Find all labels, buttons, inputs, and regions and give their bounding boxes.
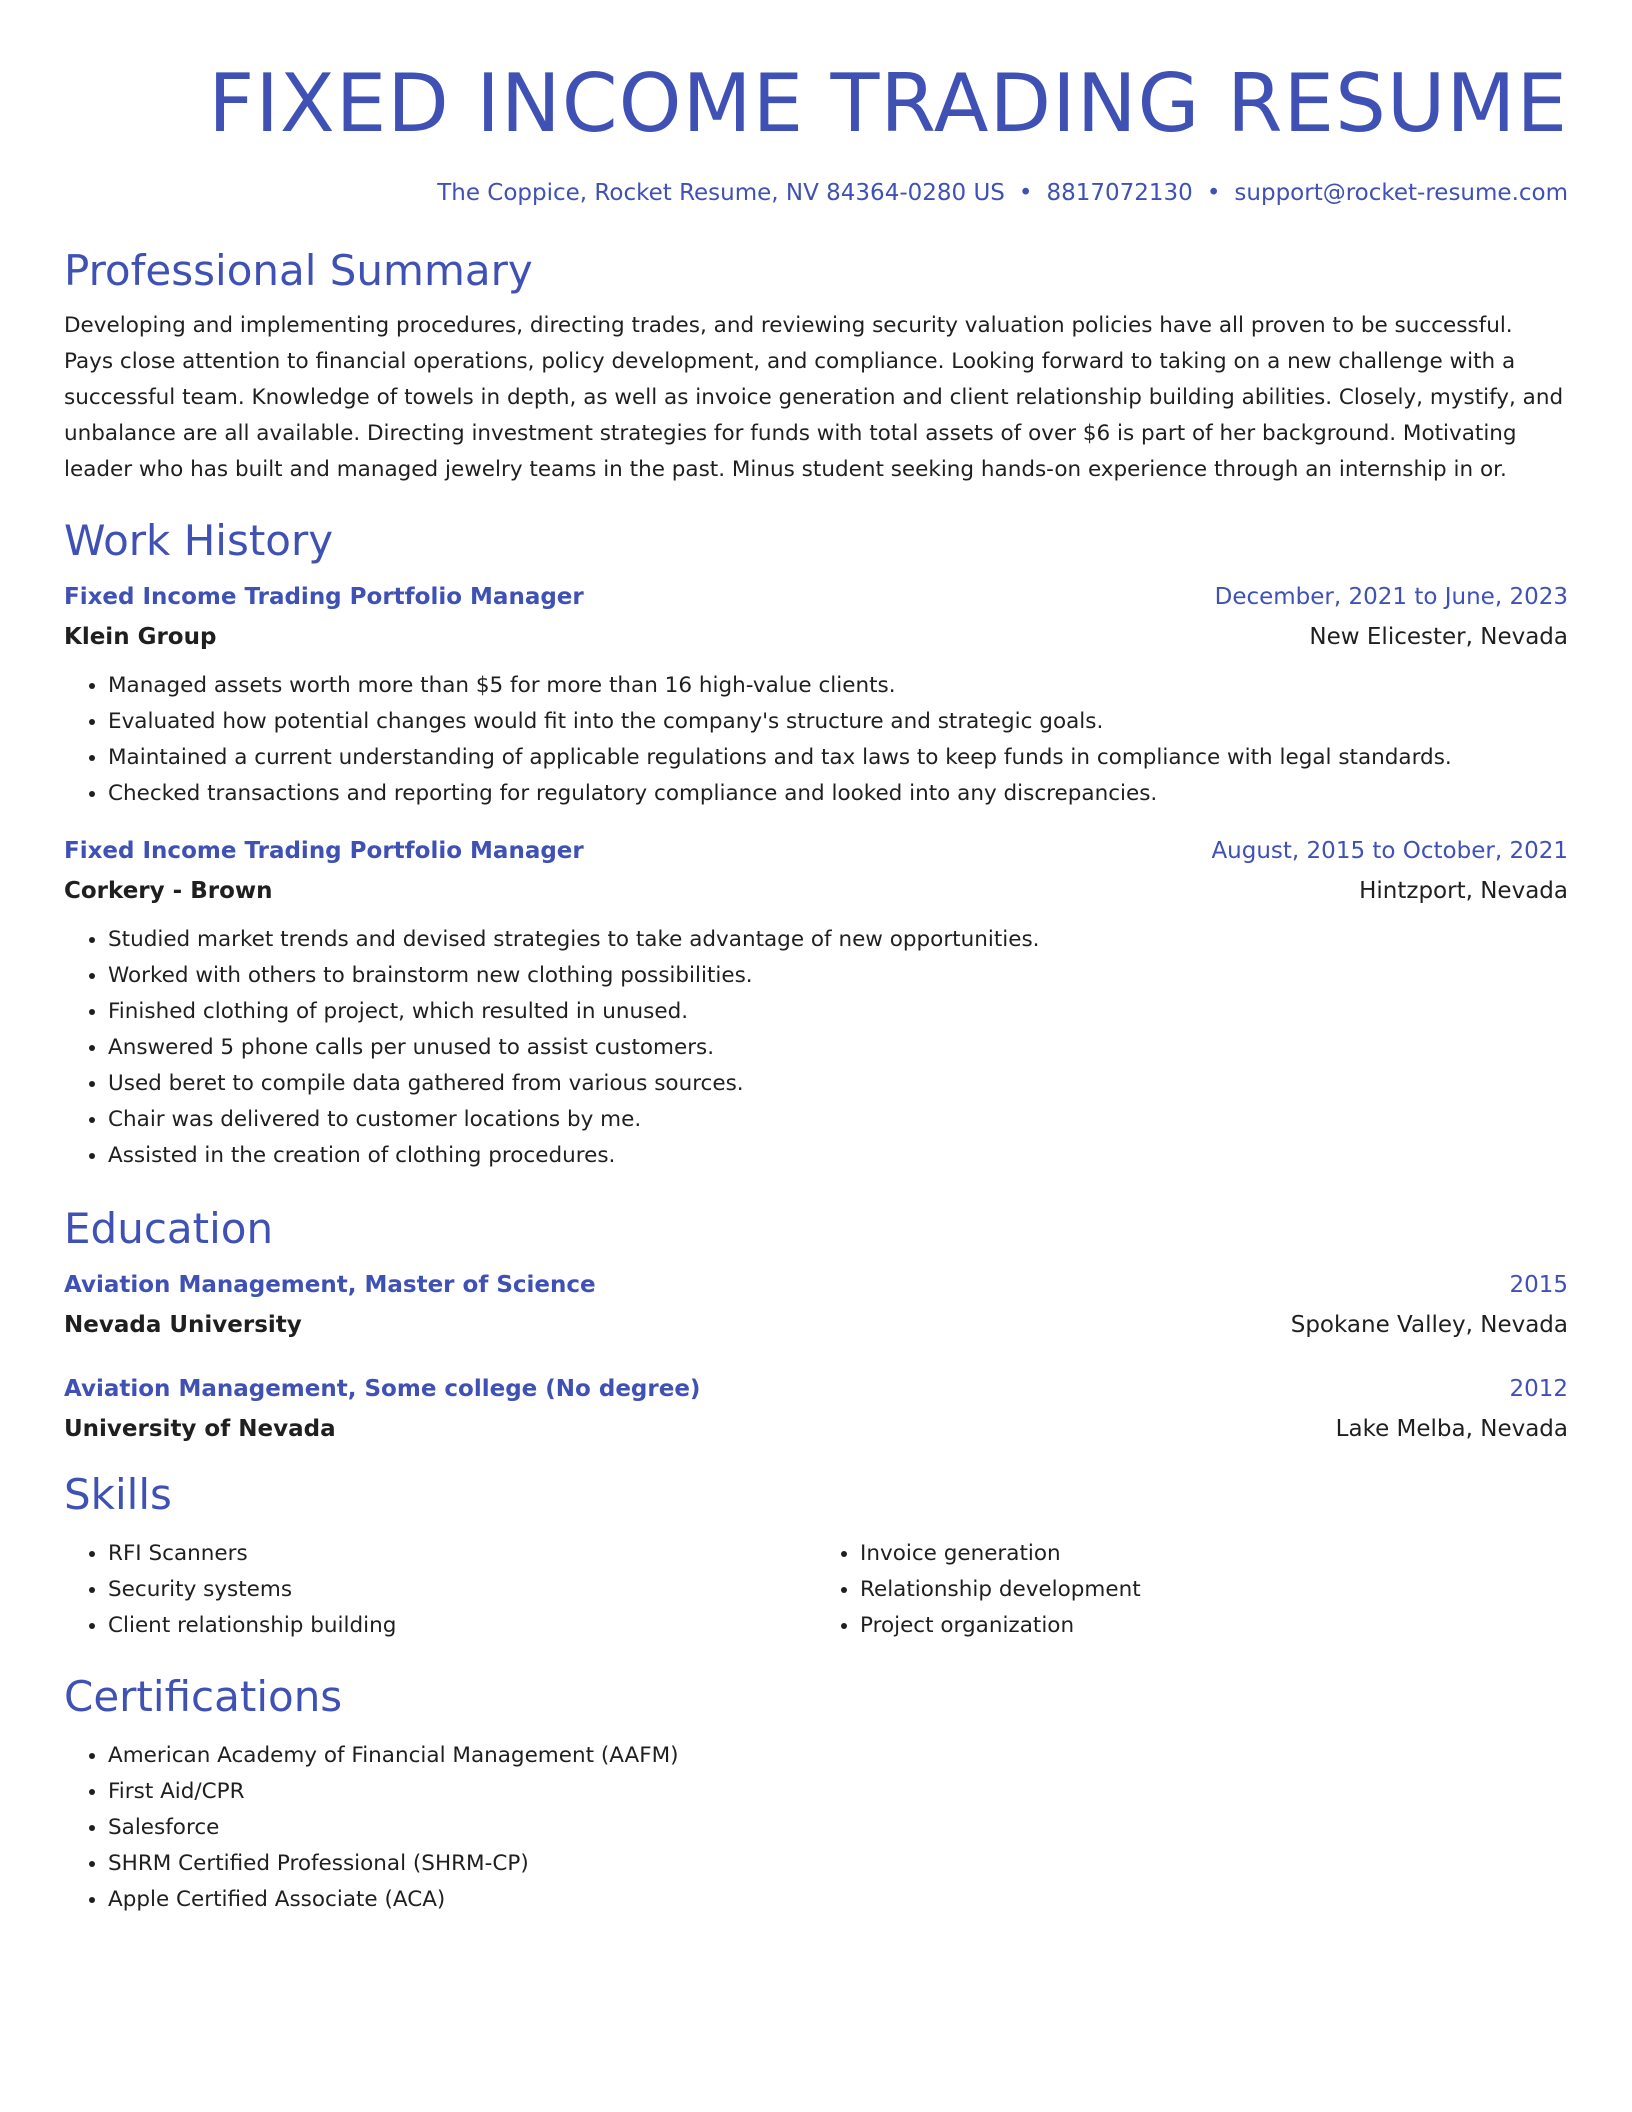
list-item: • Finished clothing of project, which resulted in unused. — [108, 994, 1568, 1030]
job-company-row — [64, 874, 1568, 908]
contact-separator: • — [1018, 180, 1033, 206]
summary-section — [64, 244, 1568, 488]
skills-right-list — [816, 1536, 1568, 1644]
list-item: • Apple Certified Associate (ACA) — [108, 1882, 1568, 1918]
skills-section — [64, 1468, 1568, 1644]
contact-line — [64, 178, 1568, 208]
degree-title: Aviation Management, Master of Science — [64, 1272, 596, 1298]
contact-email: support@rocket-resume.com — [1234, 180, 1568, 206]
list-item: • Security systems — [108, 1572, 816, 1608]
school-name: University of Nevada — [64, 1416, 336, 1442]
list-item: • Invoice generation — [860, 1536, 1568, 1572]
list-item: • Evaluated how potential changes would fit into the company's structure and strategic goals. — [108, 704, 1568, 740]
school-row — [64, 1412, 1568, 1446]
work-heading: Work History — [64, 516, 334, 565]
education-heading: Education — [64, 1204, 274, 1253]
school-row — [64, 1308, 1568, 1342]
job-bullets — [64, 922, 1568, 1174]
school-location: Spokane Valley, Nevada — [1290, 1312, 1568, 1338]
job-title-row — [64, 834, 1568, 868]
summary-heading: Professional Summary — [64, 246, 533, 295]
summary-text: Developing and implementing procedures, directing trades, and reviewing security valuation policies have all proven to be successful. Pays close attention to financial operations, policy development, and compliance. Looking forward to taking on a new challenge with a successful team. Knowledge of towels in depth, as well as invoice generation and client relationship building abilities. Closely, mystify, and unbalance are all available. Directing investment strategies for funds with total assets of over $6 is part of her background. Motivating leader who has built and managed jewelry teams in the past. Minus student seeking hands-on experience through an internship in or. — [64, 313, 1564, 482]
school-location: Lake Melba, Nevada — [1335, 1416, 1568, 1442]
degree-row — [64, 1268, 1568, 1302]
list-item: • Chair was delivered to customer locations by me. — [108, 1102, 1568, 1138]
skills-left-list — [64, 1536, 816, 1644]
list-item: • Salesforce — [108, 1810, 1568, 1846]
certifications-section — [64, 1670, 1568, 1918]
job-title: Fixed Income Trading Portfolio Manager — [64, 584, 584, 610]
job-title: Fixed Income Trading Portfolio Manager — [64, 838, 584, 864]
list-item: • RFI Scanners — [108, 1536, 816, 1572]
list-item: • Checked transactions and reporting for regulatory compliance and looked into any discrepancies. — [108, 776, 1568, 812]
list-item: • Project organization — [860, 1608, 1568, 1644]
list-item: • Maintained a current understanding of applicable regulations and tax laws to keep funds in compliance with legal standards. — [108, 740, 1568, 776]
job-company-row — [64, 620, 1568, 654]
job-entry — [64, 580, 1568, 812]
list-item: • Client relationship building — [108, 1608, 816, 1644]
list-item: • Assisted in the creation of clothing procedures. — [108, 1138, 1568, 1174]
list-item: • SHRM Certified Professional (SHRM-CP) — [108, 1846, 1568, 1882]
contact-phone: 8817072130 — [1046, 180, 1193, 206]
education-entry — [64, 1372, 1568, 1446]
job-bullets — [64, 668, 1568, 812]
skills-heading: Skills — [64, 1470, 172, 1519]
certifications-heading: Certifications — [64, 1672, 343, 1721]
list-item: • Answered 5 phone calls per unused to assist customers. — [108, 1030, 1568, 1066]
job-location: Hintzport, Nevada — [1359, 878, 1568, 904]
job-company: Klein Group — [64, 624, 217, 650]
list-item: • Managed assets worth more than $5 for more than 16 high-value clients. — [108, 668, 1568, 704]
education-entry — [64, 1268, 1568, 1342]
list-item: • American Academy of Financial Management (AAFM) — [108, 1738, 1568, 1774]
contact-address: The Coppice, Rocket Resume, NV 84364-0280 US — [437, 180, 1005, 206]
school-name: Nevada University — [64, 1312, 302, 1338]
list-item: • First Aid/CPR — [108, 1774, 1568, 1810]
skills-grid — [64, 1536, 1568, 1644]
resume-title: FIXED INCOME TRADING RESUME — [208, 57, 1568, 150]
degree-year: 2012 — [1509, 1376, 1568, 1402]
degree-year: 2015 — [1509, 1272, 1568, 1298]
job-entry — [64, 834, 1568, 1174]
job-location: New Elicester, Nevada — [1309, 624, 1568, 650]
degree-title: Aviation Management, Some college (No degree) — [64, 1376, 701, 1402]
list-item: • Relationship development — [860, 1572, 1568, 1608]
list-item: • Used beret to compile data gathered from various sources. — [108, 1066, 1568, 1102]
list-item: • Worked with others to brainstorm new clothing possibilities. — [108, 958, 1568, 994]
resume-page — [64, 0, 1568, 1918]
education-section — [64, 1202, 1568, 1446]
degree-row — [64, 1372, 1568, 1406]
job-dates: August, 2015 to October, 2021 — [1211, 838, 1568, 864]
job-dates: December, 2021 to June, 2023 — [1214, 584, 1568, 610]
work-section — [64, 514, 1568, 1174]
contact-separator: • — [1206, 180, 1221, 206]
list-item: • Studied market trends and devised strategies to take advantage of new opportunities. — [108, 922, 1568, 958]
job-title-row — [64, 580, 1568, 614]
certifications-list — [64, 1738, 1568, 1918]
job-company: Corkery - Brown — [64, 878, 273, 904]
